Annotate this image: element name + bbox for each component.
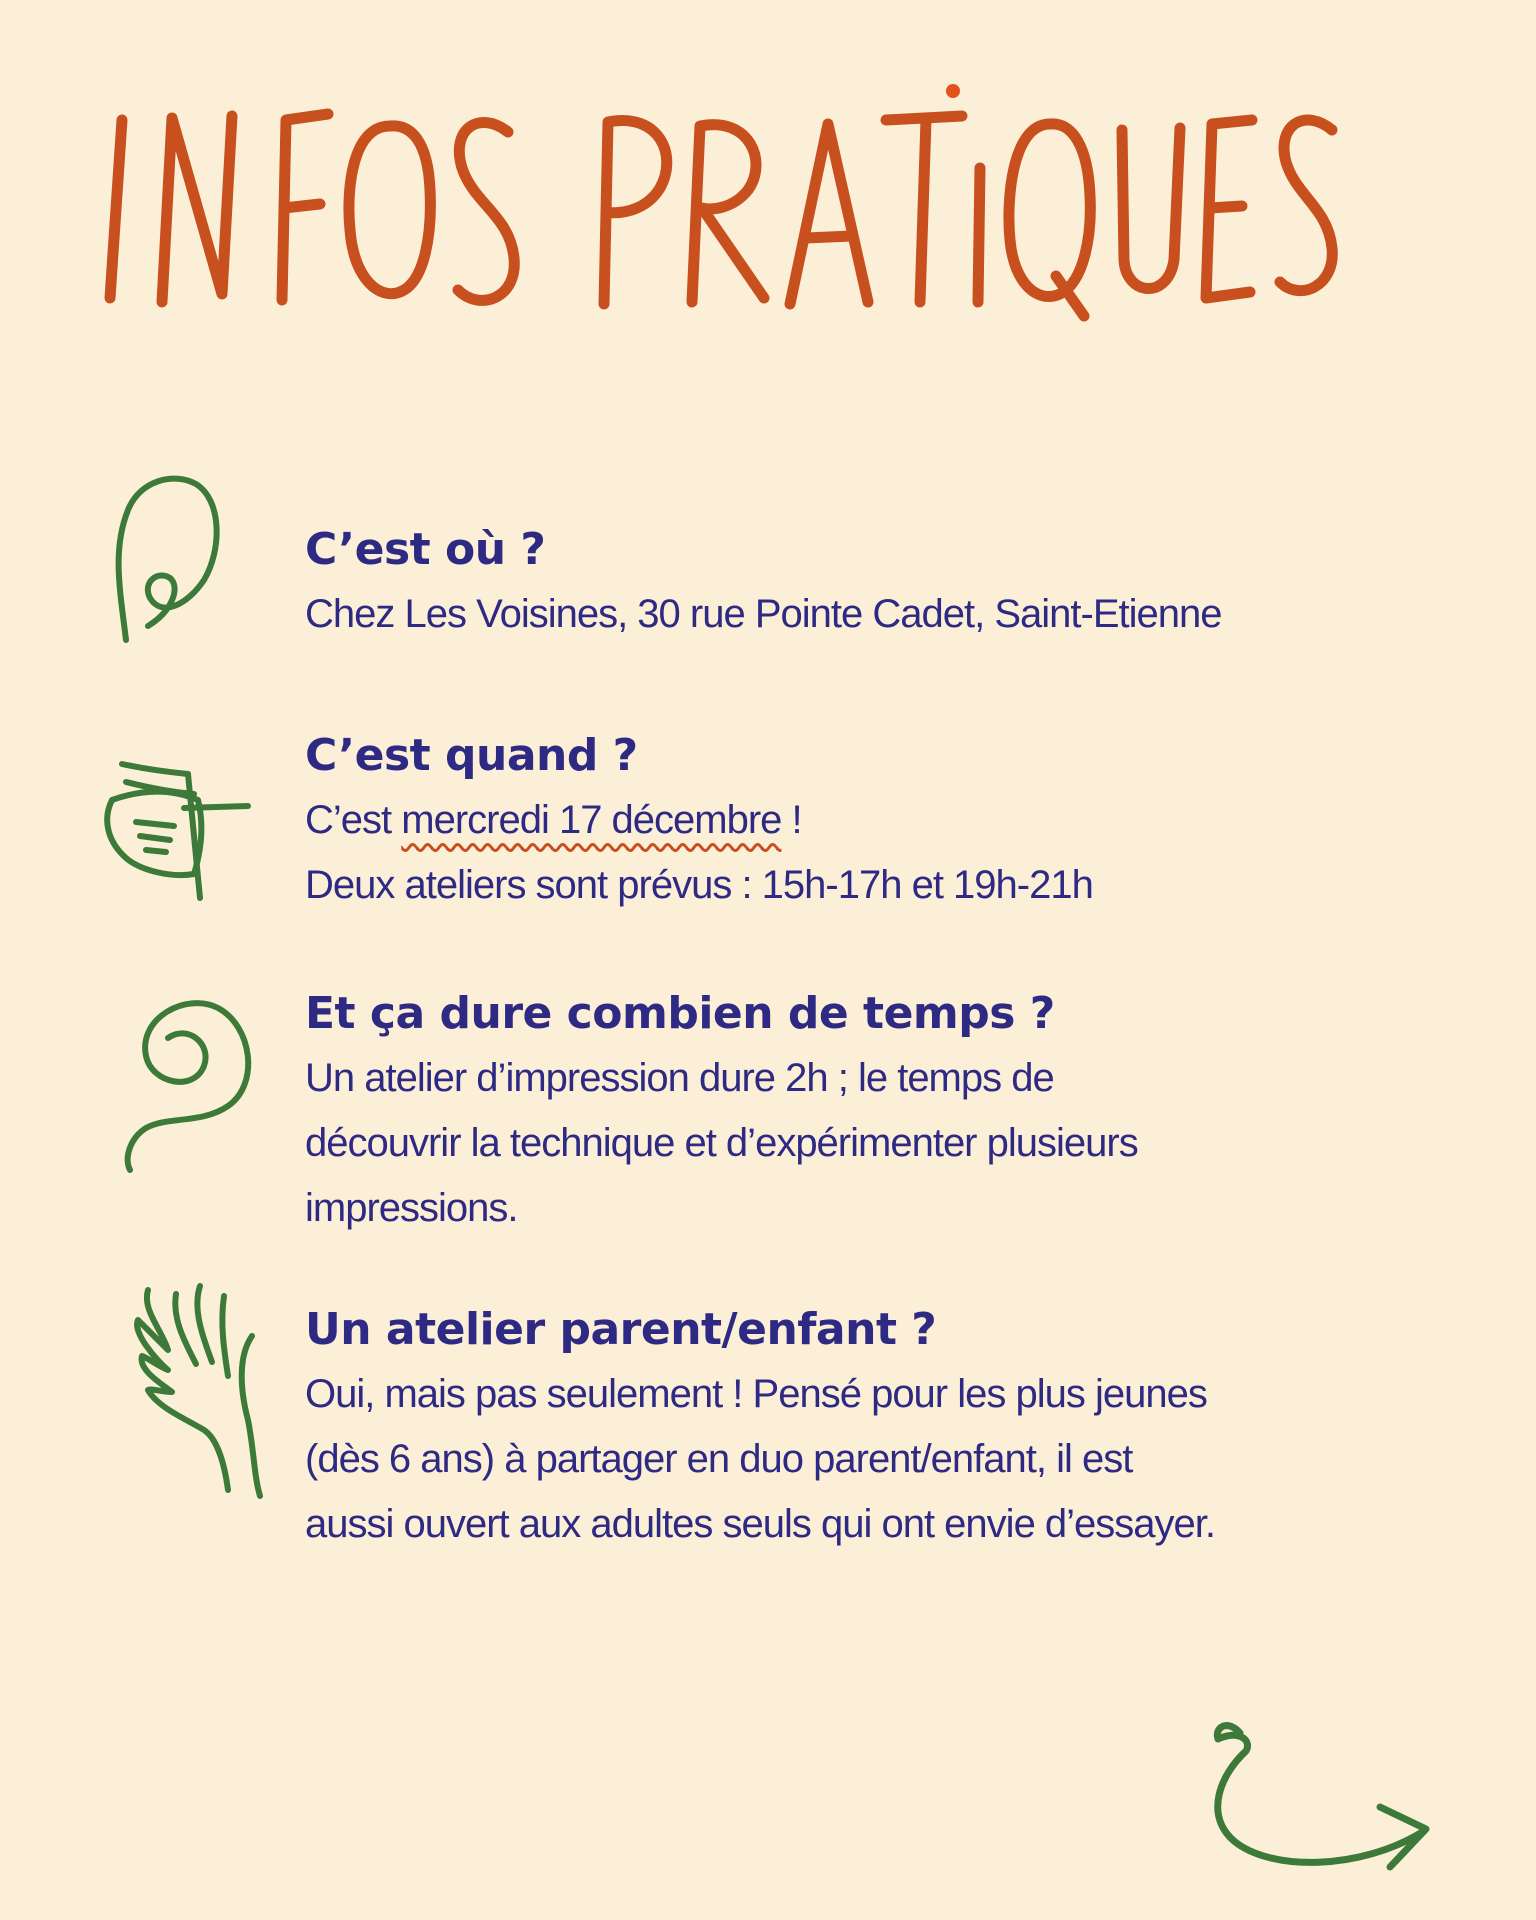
date-suffix: ! xyxy=(781,798,802,842)
section-heading: Un atelier parent/enfant ? xyxy=(305,1304,937,1355)
section-heading: C’est quand ? xyxy=(305,730,638,781)
highlighted-date: mercredi 17 décembre xyxy=(401,798,782,842)
title-dot xyxy=(946,84,960,98)
date-line xyxy=(305,788,1465,853)
duration-line: découvrir la technique et d’expérimenter plusieurs xyxy=(305,1121,1138,1165)
section-date-text xyxy=(305,726,1465,918)
audience-line: (dès 6 ans) à partager en duo parent/enfant, il est xyxy=(305,1437,1133,1481)
section-heading: Et ça dure combien de temps ? xyxy=(305,988,1055,1039)
hand-icon xyxy=(128,1280,268,1500)
notepad-icon xyxy=(100,738,250,888)
duration-line: impressions. xyxy=(305,1186,518,1230)
curved-arrow-right-icon[interactable] xyxy=(1200,1715,1440,1895)
section-duration-text xyxy=(305,984,1465,1241)
spiral-icon xyxy=(108,974,258,1174)
section-heading: C’est où ? xyxy=(305,524,546,575)
schedule-line: Deux ateliers sont prévus : 15h-17h et 19h-21h xyxy=(305,863,1093,907)
address-text: Chez Les Voisines, 30 rue Pointe Cadet, Saint-Etienne xyxy=(305,592,1222,636)
location-pin-icon xyxy=(118,470,228,650)
duration-line: Un atelier d’impression dure 2h ; le temps de xyxy=(305,1056,1054,1100)
page-title xyxy=(100,80,1340,340)
audience-line: aussi ouvert aux adultes seuls qui ont envie d’essayer. xyxy=(305,1502,1216,1546)
audience-line: Oui, mais pas seulement ! Pensé pour les plus jeunes xyxy=(305,1372,1207,1416)
date-prefix: C’est xyxy=(305,798,402,842)
section-location-text xyxy=(305,520,1465,647)
section-audience-text xyxy=(305,1300,1465,1557)
